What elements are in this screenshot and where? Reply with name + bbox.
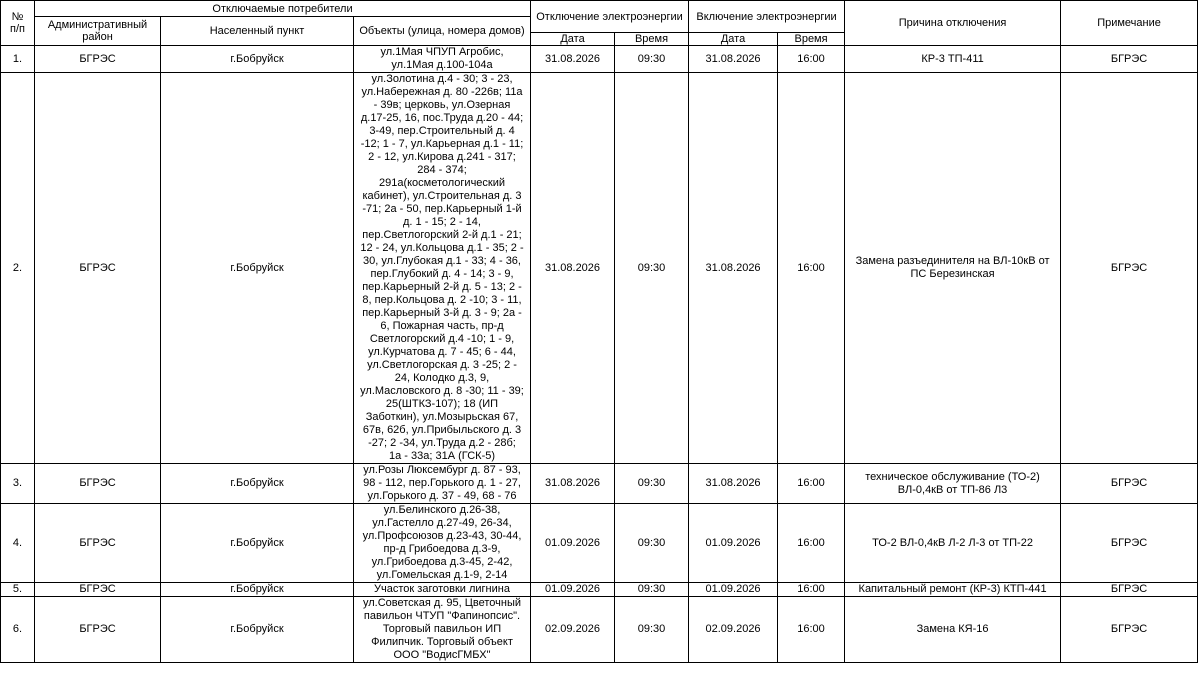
row-note: БГРЭС [1061, 504, 1198, 583]
row-reason: Замена КЯ-16 [845, 597, 1061, 663]
row-num: 6. [1, 597, 35, 663]
row-reason: Замена разъединителя на ВЛ-10кВ от ПС Березинская [845, 73, 1061, 464]
row-off-date: 02.09.2026 [531, 597, 615, 663]
row-settlement: г.Бобруйск [161, 464, 354, 504]
row-note: БГРЭС [1061, 464, 1198, 504]
row-off-date: 31.08.2026 [531, 46, 615, 73]
row-district: БГРЭС [35, 504, 161, 583]
header-num: № п/п [1, 1, 35, 46]
row-on-time: 16:00 [778, 73, 845, 464]
header-settlement: Населенный пункт [161, 17, 354, 46]
header-reason: Причина отключения [845, 1, 1061, 46]
row-objects: ул.Розы Люксембург д. 87 - 93, 98 - 112, пер.Горького д. 1 - 27, ул.Горького д. 37 - 49, 68 - 76 [354, 464, 531, 504]
row-off-time: 09:30 [615, 73, 689, 464]
row-num: 2. [1, 73, 35, 464]
table-row [1, 597, 1198, 663]
table-row [1, 464, 1198, 504]
table-row [1, 504, 1198, 583]
row-note: БГРЭС [1061, 597, 1198, 663]
header-on-group: Включение электроэнергии [689, 1, 845, 33]
row-on-time: 16:00 [778, 46, 845, 73]
table-row [1, 46, 1198, 73]
header-off-time: Время [615, 33, 689, 46]
row-objects: ул.1Мая ЧПУП Агробис, ул.1Мая д.100-104а [354, 46, 531, 73]
header-on-date: Дата [689, 33, 778, 46]
row-note: БГРЭС [1061, 73, 1198, 464]
row-on-date: 31.08.2026 [689, 46, 778, 73]
row-reason: КР-3 ТП-411 [845, 46, 1061, 73]
header-note: Примечание [1061, 1, 1198, 46]
row-reason: техническое обслуживание (ТО-2) ВЛ-0,4кВ от ТП-86 Л3 [845, 464, 1061, 504]
row-objects: ул.Золотина д.4 - 30; 3 - 23, ул.Набережная д. 80 -226в; 11а - 39в; церковь, ул.Озерная д.17-25, 16, пос.Труда д.20 - 44; 3-49, пер.Строительный д. 4 -12; 1 - 7, ул.Карьерная д.1 - 11; 2 - 12, ул.Кирова д.241 - 317; 284 - 374; 291а(косметологический кабинет), ул.Строительная д. 3 -71; 2а - 50, пер.Карьерный 1-й д. 1 - 15; 2 - 14, пер.Светлогорский 2-й д.1 - 21; 12 - 24, ул.Кольцова д.1 - 35; 2 - 30, ул.Глубокая д.1 - 33; 4 - 36, пер.Глубокий д. 4 - 14; 3 - 9, пер.Карьерный 2-й д. 5 - 13; 2 - 8, пер.Кольцова д. 2 -10; 3 - 11, пер.Карьерный 3-й д. 3 - 9; 2а - 6, Пожарная часть, пр-д Светлогорский д.4 -10; 1 - 9, ул.Курчатова д. 7 - 45; 6 - 44, ул.Светлогорская д. 3 -25; 2 - 24, Колодко д.3, 9, ул.Масловского д. 8 -30; 11 - 39; 25(ШТКЗ-107); 18 (ИП Заботкин), ул.Мозырьская 67, 67в, 62б, ул.Прибыльского д. 3 -27; 2 -34, ул.Труда д.2 - 28б; 1а - 33а; 31А (ГСК-5) [354, 73, 531, 464]
row-settlement: г.Бобруйск [161, 46, 354, 73]
row-objects: ул.Советская д. 95, Цветочный павильон ЧТУП "Фапинопсис". Торговый павильон ИП Филипчик. Торговый объект ООО "ВодисГМБХ" [354, 597, 531, 663]
row-settlement: г.Бобруйск [161, 597, 354, 663]
row-on-time: 16:00 [778, 464, 845, 504]
row-reason: ТО-2 ВЛ-0,4кВ Л-2 Л-3 от ТП-22 [845, 504, 1061, 583]
row-settlement: г.Бобруйск [161, 583, 354, 597]
row-note: БГРЭС [1061, 46, 1198, 73]
row-settlement: г.Бобруйск [161, 504, 354, 583]
row-on-date: 31.08.2026 [689, 73, 778, 464]
row-off-date: 01.09.2026 [531, 504, 615, 583]
table-header [1, 1, 1198, 46]
header-off-date: Дата [531, 33, 615, 46]
table-row [1, 583, 1198, 597]
header-objects: Объекты (улица, номера домов) [354, 17, 531, 46]
table-body [1, 46, 1198, 663]
row-objects: ул.Белинского д.26-38, ул.Гастелло д.27-49, 26-34, ул.Профсоюзов д.23-43, 30-44, пр-д Грибоедова д.3-9, ул.Грибоедова д.3-45, 2-42, ул.Гомельская д.1-9, 2-14 [354, 504, 531, 583]
header-on-time: Время [778, 33, 845, 46]
row-on-time: 16:00 [778, 583, 845, 597]
table-row [1, 73, 1198, 464]
row-note: БГРЭС [1061, 583, 1198, 597]
row-district: БГРЭС [35, 46, 161, 73]
row-off-time: 09:30 [615, 597, 689, 663]
row-on-date: 02.09.2026 [689, 597, 778, 663]
row-objects: Участок заготовки лигнина [354, 583, 531, 597]
row-off-time: 09:30 [615, 504, 689, 583]
row-num: 5. [1, 583, 35, 597]
row-settlement: г.Бобруйск [161, 73, 354, 464]
header-district: Административный район [35, 17, 161, 46]
row-district: БГРЭС [35, 73, 161, 464]
row-num: 3. [1, 464, 35, 504]
row-off-time: 09:30 [615, 46, 689, 73]
row-on-date: 01.09.2026 [689, 583, 778, 597]
row-district: БГРЭС [35, 597, 161, 663]
row-off-time: 09:30 [615, 583, 689, 597]
row-district: БГРЭС [35, 583, 161, 597]
header-consumers-group: Отключаемые потребители [35, 1, 531, 17]
row-district: БГРЭС [35, 464, 161, 504]
row-off-date: 31.08.2026 [531, 464, 615, 504]
row-num: 4. [1, 504, 35, 583]
row-reason: Капитальный ремонт (КР-3) КТП-441 [845, 583, 1061, 597]
row-on-date: 31.08.2026 [689, 464, 778, 504]
row-on-time: 16:00 [778, 504, 845, 583]
row-off-time: 09:30 [615, 464, 689, 504]
row-num: 1. [1, 46, 35, 73]
row-off-date: 31.08.2026 [531, 73, 615, 464]
header-off-group: Отключение электроэнергии [531, 1, 689, 33]
row-on-time: 16:00 [778, 597, 845, 663]
row-on-date: 01.09.2026 [689, 504, 778, 583]
row-off-date: 01.09.2026 [531, 583, 615, 597]
